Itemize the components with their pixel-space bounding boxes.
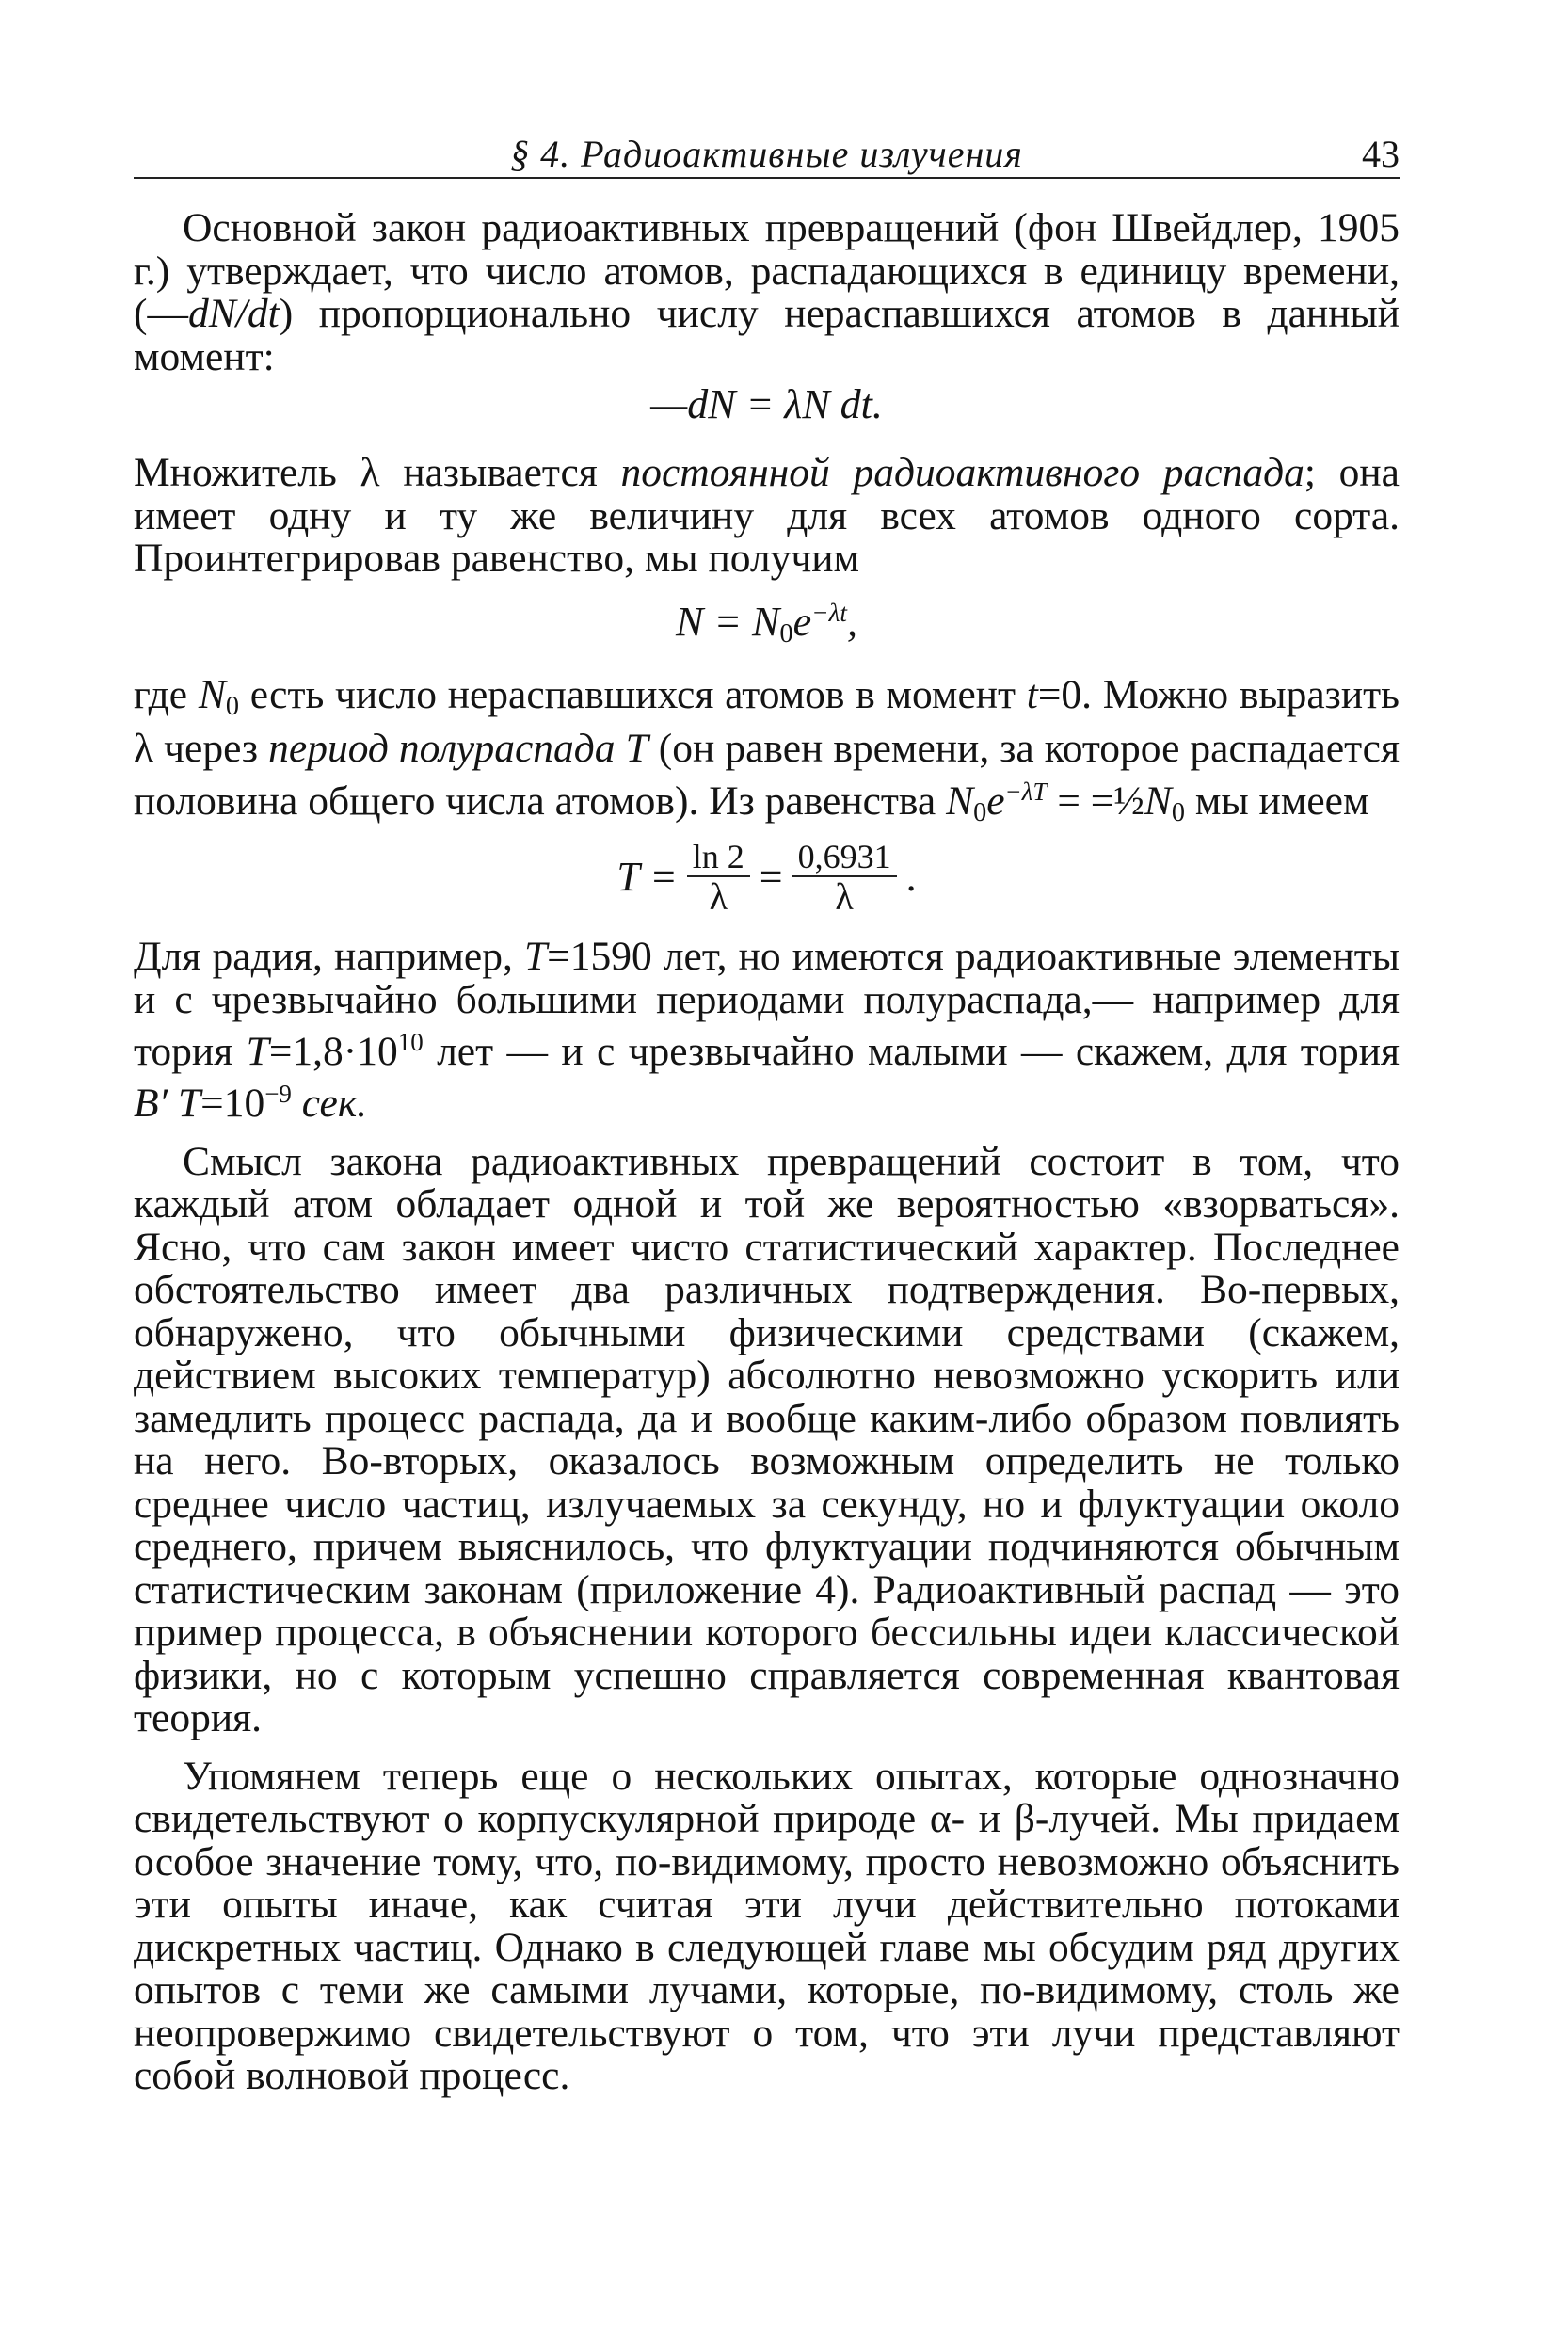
p3-d: (он равен времени, за которое распадается половина общего числа атомов). Из равенства	[134, 726, 1400, 824]
p3-n3: N	[1144, 778, 1172, 824]
p4-exp1: 10	[397, 1028, 424, 1057]
f3-frac2-den: λ	[835, 875, 854, 919]
p4-space	[168, 1081, 178, 1126]
formula-exponential-decay	[134, 588, 1400, 659]
p3-c: =0. Можно выразить λ через	[134, 671, 1400, 772]
formula-half-life	[134, 838, 1400, 917]
book-page	[134, 122, 1400, 2098]
p2-a: Множитель λ называется	[134, 450, 621, 495]
p1-tail: ) пропорционально числу нераспавшихся атомов в данный момент:	[134, 291, 1400, 379]
p4-f	[292, 1081, 302, 1126]
f3-fraction-ln2	[687, 838, 750, 917]
running-head	[134, 122, 1400, 179]
f3-frac1-den: λ	[709, 875, 728, 919]
p1-expr: dN/dt	[188, 291, 280, 336]
p3-n2-sub: 0	[973, 797, 987, 827]
p4-t1: T	[523, 934, 548, 980]
p3-a: где	[134, 671, 199, 717]
f3-lhs: T =	[616, 854, 678, 901]
p3-b: есть число нераспавшихся атомов в момент	[239, 671, 1027, 717]
f2-lhs: N = N	[675, 598, 780, 645]
p3-t: t	[1026, 671, 1038, 717]
p2-emphasis: постоянной радиоактивного распада	[620, 450, 1304, 495]
p4-d: лет — и с чрезвычайно малыми — скажем, для тория	[423, 1028, 1400, 1074]
p3-f: = =½	[1047, 778, 1144, 824]
p3-n: N	[198, 671, 226, 717]
p4-e: =10	[200, 1081, 265, 1127]
paragraph-decay-constant	[134, 452, 1400, 581]
p4-unit: сек.	[301, 1081, 368, 1127]
p4-t2: T	[246, 1028, 269, 1074]
f3-tail: .	[905, 854, 917, 901]
f2-exponent: −λt	[811, 598, 847, 627]
f3-frac2-num: 0,6931	[792, 838, 897, 877]
paragraph-statistical-nature: Смысл закона радиоактивных превращений состоит в том, что каждый атом обладает одной и той же вероятностью «взорваться». Ясно, что сам закон имеет чисто статистический характер. Последнее обстоятельство имеет два различных подтверждения. Во-первых, обнаружено, что обычными физическими средствами (скажем, действием высоких температур) абсолютно невозможно ускорить или замедлить процесс распада, да и вообще каким-либо образом повлиять на него. Во-вторых, оказалось возможным определить не только среднее число частиц, излучаемых за секунду, но и флуктуации около среднего, причем выяснилось, что флуктуации подчиняются обычным статистическим законам (приложение 4). Радиоактивный распад — это пример процесса, в объяснении которого бессильны идеи классической физики, но с которым успешно справляется современная квантовая теория.	[134, 1138, 1400, 1741]
p4-c: =1,8·10	[268, 1028, 398, 1074]
p3-e: e	[986, 778, 1005, 824]
f2-tail: ,	[847, 598, 857, 645]
f3-frac1-num: ln 2	[687, 838, 750, 877]
paragraph-half-life	[134, 671, 1400, 834]
f2-sub: 0	[779, 618, 793, 649]
running-head-title: § 4. Радиоактивные излучения	[510, 133, 1023, 175]
p4-t3: T	[177, 1081, 201, 1127]
page-number: 43	[1362, 133, 1400, 175]
p4-exp2: −9	[264, 1080, 292, 1109]
p3-n3-sub: 0	[1171, 797, 1186, 827]
paragraph-corpuscular-nature: Упомянем теперь еще о нескольких опытах, которые однозначно свидетельствуют о корпускулярной природе α- и β-лучей. Мы придаем особое значение тому, что, по-видимому, просто невозможно объяснить эти опыты иначе, как считая эти лучи действительно потоками дискретных частиц. Однако в следующей главе мы обсудим ряд других опытов с теми же самыми лучами, которые, по-видимому, столь же неопровержимо свидетельствуют о том, что эти лучи представляют собой волновой процесс.	[134, 1753, 1400, 2099]
formula-decay-law: —dN = λN dt.	[650, 381, 883, 427]
p3-n2: N	[946, 778, 974, 824]
f3-eq: =	[759, 854, 783, 901]
paragraph-examples	[134, 936, 1400, 1126]
p3-n-sub: 0	[225, 691, 240, 721]
p3-g: мы имеем	[1185, 778, 1369, 824]
f2-e: e	[792, 598, 812, 645]
f3-fraction-value	[792, 838, 897, 917]
p3-emphasis: период полураспада T	[268, 726, 648, 772]
p4-b-prime: B′	[134, 1081, 168, 1127]
p3-exponent: −λT	[1004, 777, 1048, 806]
paragraph-decay-law	[134, 207, 1400, 378]
p4-a: Для радия, например,	[134, 934, 524, 980]
p2-b: ; она имеет одну и ту же величину для всех атомов одного сорта. Проинтегрировав равенство, мы получим	[134, 450, 1400, 581]
p1-text: Основной закон радиоактивных превращений (фон Швейдлер, 1905 г.) утверждает, что число атомов, распадающихся в единицу времени, (—	[134, 205, 1400, 336]
p4-b: =1590 лет, но имеются радиоактивные элементы и с чрезвычайно большими периодами полураспада,— например для тория	[134, 934, 1400, 1074]
body-text	[134, 207, 1400, 2098]
